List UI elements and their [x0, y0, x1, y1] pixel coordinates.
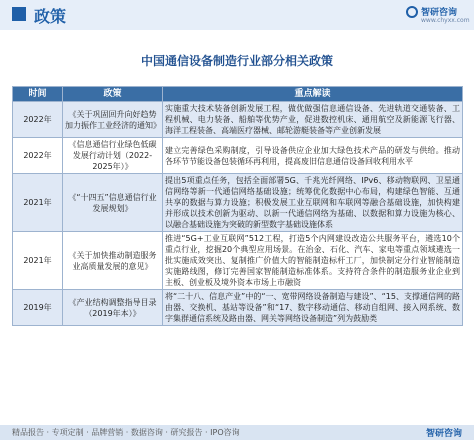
header-policy: 政策: [63, 87, 163, 102]
row-interpretation: 将“二十八、信息产业”中的“一、宽带网络设备制造与建设”、“15、支撑通信网的路由器、交换机、基站等设备”和“17、数字移动通信、移动自组网、接入网系统、数字集群通信系统及路由器、网关等网络设备制造”列为鼓励类: [163, 290, 463, 326]
section-title: 政策: [34, 7, 67, 26]
row-year: 2021年: [13, 174, 63, 232]
row-policy: 《信息通信行业绿色低碳发展行动计划（2022-2025年）》: [63, 138, 163, 174]
header-interpretation: 重点解读: [163, 87, 463, 102]
table-row: [13, 290, 463, 326]
row-interpretation: 实施重大技术装备创新发展工程，做优做强信息通信设备、先进轨道交通装备、工程机械、电力装备、船舶等优势产业，促进数控机床、通用航空及新能源飞行器、海洋工程装备、高端医疗器械、邮轮游艇装备等产业创新发展: [163, 102, 463, 138]
footer-brand: 智研咨询: [425, 429, 462, 439]
table-header-row: [13, 87, 463, 102]
brand-logo-icon: [406, 6, 418, 18]
row-policy: 《关于巩固回升向好趋势加力振作工业经济的通知》: [63, 102, 163, 138]
row-policy: 《关于加快推动制造服务业高质量发展的意见》: [63, 232, 163, 290]
footer-bar: [0, 425, 474, 440]
row-year: 2021年: [13, 232, 63, 290]
table-row: [13, 174, 463, 232]
row-interpretation: 建立完善绿色采购制度，引导设备供应企业加大绿色技术产品的研发与供给。推动各环节节能设备包装循环再利用，提高废旧信息通信设备回收利用水平: [163, 138, 463, 174]
brand-url: www.chyxx.com: [421, 17, 470, 24]
page-title: 中国通信设备制造行业部分相关政策: [140, 54, 333, 68]
header-year: 时间: [13, 87, 63, 102]
row-policy: 《“十四五”信息通信行业发展规划》: [63, 174, 163, 232]
row-year: 2022年: [13, 102, 63, 138]
row-year: 2019年: [13, 290, 63, 326]
footer-services: 精品报告 · 专项定制 · 品牌营销 · 数据咨询 · 研究报告 · IPO咨询: [12, 428, 240, 437]
table-row: [13, 138, 463, 174]
table-row: [13, 232, 463, 290]
section-square-icon: [12, 7, 26, 21]
table-row: [13, 102, 463, 138]
row-interpretation: 推进“5G+工业互联网”512工程，打造5个内网建设改造公共服务平台，遴选10个重点行业，挖掘20个典型应用场景。在治金、石化、汽车、家电等重点领域遴选一批实施成效突出、复制推广价值大的智能制造标杆工厂，加快制定分行业智能制造实施路线图，修订完善国家智能制造标准体系。支持符合条件的制造服务业企业到主板、创业板及境外资本市场上市融资: [163, 232, 463, 290]
top-banner: [0, 0, 474, 30]
row-interpretation: 提出5项重点任务，包括全面部署5G、千兆光纤网络、IPv6、移动物联网、卫星通信网络等新一代通信网络基础设施；统筹优化数据中心布局，构建绿色智能、互通共享的数据与算力设施；积极发展工业互联网和车联网等融合基础设施，加快构建并形成以技术创新为驱动、以新一代通信网络为基础、以数据和算力设施为核心、以融合基础设施为突破的新型数字基础设施体系: [163, 174, 463, 232]
policy-table: [12, 86, 463, 326]
brand-name: 智研咨询: [421, 8, 458, 18]
row-policy: 《产业结构调整指导目录（2019年本）》: [63, 290, 163, 326]
row-year: 2022年: [13, 138, 63, 174]
